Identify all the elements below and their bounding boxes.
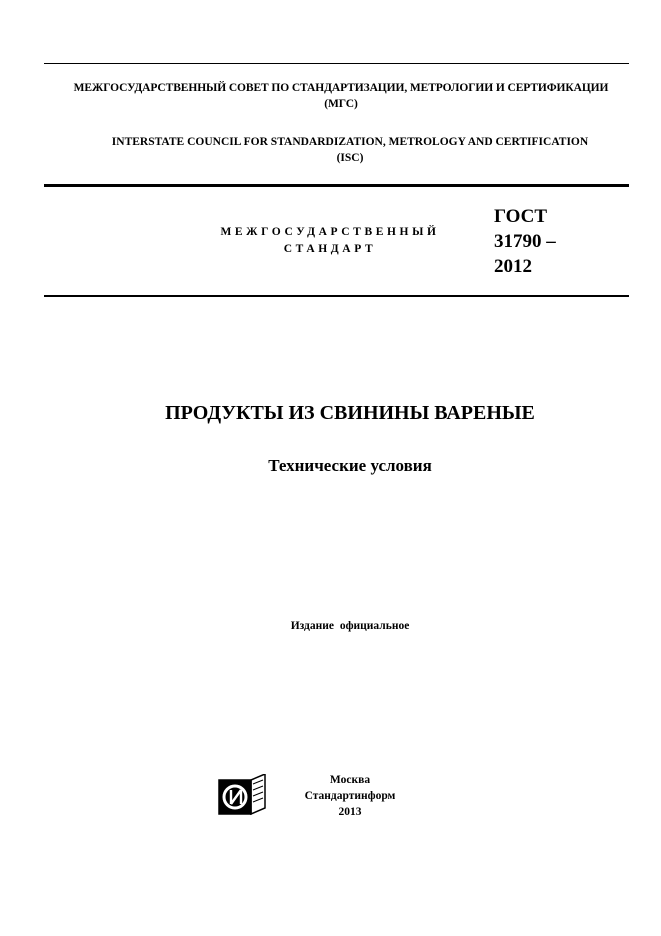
edition-note: Издание официальное xyxy=(290,620,410,632)
publisher-city: Москва xyxy=(329,774,371,786)
council-abbr-en: (ISC) xyxy=(336,152,364,164)
gost-year: 2012 xyxy=(494,256,532,277)
council-name-ru xyxy=(36,80,646,112)
council-name-en xyxy=(60,134,640,166)
gost-label: ГОСТ xyxy=(494,206,548,227)
standard-kind-line2: СТАНДАРТ xyxy=(283,243,377,255)
standard-kind-line1: МЕЖГОСУДАРСТВЕННЫЙ xyxy=(220,226,440,238)
publisher-block xyxy=(285,772,415,820)
publication-year: 2013 xyxy=(338,806,362,818)
council-abbr-ru: (МГС) xyxy=(324,98,358,110)
document-title: ПРОДУКТЫ ИЗ СВИНИНЫ ВАРЕНЫЕ xyxy=(165,402,535,424)
standartinform-logo-icon xyxy=(217,774,267,818)
document-subtitle: Технические условия xyxy=(268,456,432,475)
top-rule xyxy=(44,63,629,64)
header-divider xyxy=(44,184,629,187)
standard-kind xyxy=(195,224,465,258)
gost-number: 31790 – xyxy=(494,231,556,252)
publisher-name: Стандартинформ xyxy=(304,790,396,802)
council-name-en-text: INTERSTATE COUNCIL FOR STANDARDIZATION, METROLOGY AND CERTIFICATION xyxy=(111,136,589,148)
designation-divider xyxy=(44,295,629,297)
gost-designation xyxy=(494,204,624,279)
council-name-ru-text: МЕЖГОСУДАРСТВЕННЫЙ СОВЕТ ПО СТАНДАРТИЗАЦИИ, МЕТРОЛОГИИ И СЕРТИФИКАЦИИ xyxy=(73,82,609,94)
